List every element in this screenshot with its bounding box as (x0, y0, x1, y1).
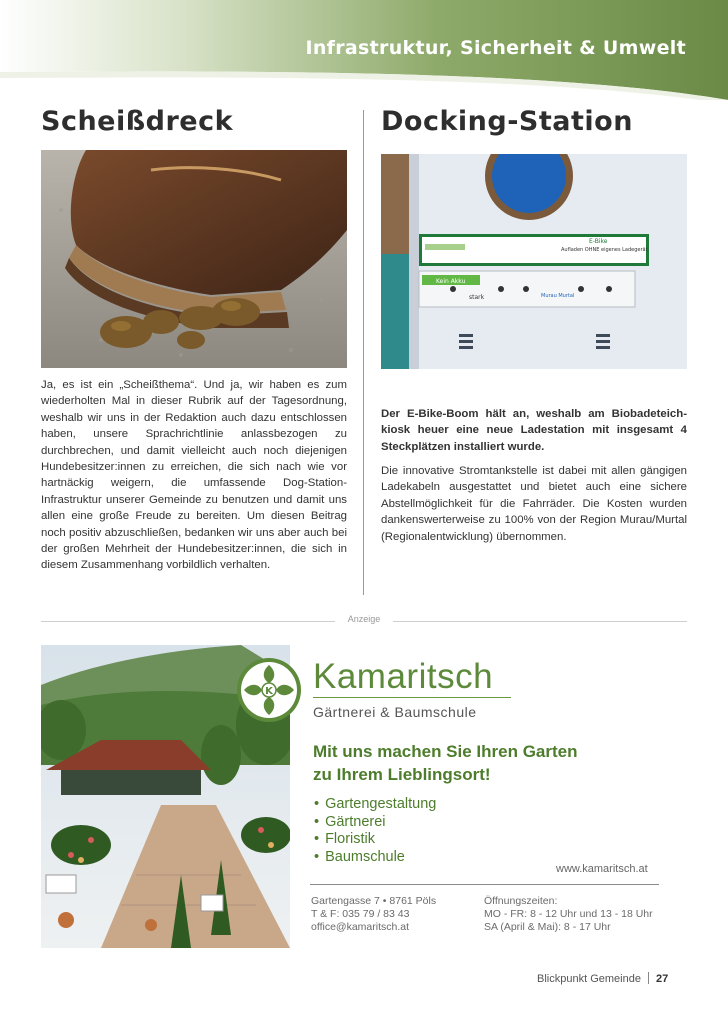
column-divider (363, 110, 364, 595)
charging-station-photo (381, 154, 687, 369)
contact-divider (310, 884, 659, 885)
section-title: Infrastruktur, Sicherheit & Umwelt (305, 37, 686, 59)
hours-saturday: SA (April & Mai): 8 - 17 Uhr (484, 921, 611, 933)
header-banner (0, 0, 728, 100)
panel-brand: Murau Murtal (541, 293, 575, 299)
service-item: • Floristik (314, 831, 436, 849)
logo-letter: K (265, 686, 273, 697)
shoe-poop-photo (41, 150, 347, 368)
page-footer (537, 972, 668, 985)
slogan-line-2: zu Ihrem Lieblingsort! (313, 765, 491, 784)
address: Gartengasse 7 • 8761 Pöls (311, 895, 437, 907)
brand-subtitle: Gärtnerei & Baumschule (313, 704, 477, 720)
service-item: • Baumschule (314, 849, 436, 867)
hours-title: Öffnungszeiten: (484, 895, 558, 907)
article-title-left: Scheißdreck (41, 106, 234, 137)
article-lead-right: Der E-Bike-Boom hält an, weshalb am Biobadeteich-kiosk heuer eine neue Ladestation mit insgesamt 4 Steckplätzen installiert wurde. (381, 408, 687, 453)
article-title-right: Docking-Station (381, 106, 633, 137)
hours-weekday: MO - FR: 8 - 12 Uhr und 13 - 18 Uhr (484, 908, 653, 920)
email-link[interactable]: office@kamaritsch.at (311, 921, 410, 933)
page-number: 27 (655, 973, 669, 985)
article-body-left: Ja, es ist ein „Scheißthema“. Und ja, wir haben es zum wiederholten Mal in dieser Rubrik auf der Tagesordnung, weshalb wir uns in der Redaktion auch dazu entschlossen haben, unsere Sprachrichtlinie anlassbezogen zu durchbrechen, und damit vielleicht auch noch diejenigen Hundebesitzer:innen zu erreichen, die sich nach wie vor hartnäckig weigern, die umfassende Dog-Station-Infrastruktur unserer Gemeinde zu benutzen und damit uns allen eine große Freude zu bereiten. Um diesen Beitrag noch positiv abzuschließen, bedanken wir uns aber auch bei der großen Mehrheit der Hundebesitzer:innen, die sich in diesem Zusammenhang vorbildlich verhalten. (41, 379, 347, 572)
sign-label-right: E-Bike (589, 238, 608, 245)
services-list (314, 796, 436, 866)
advert-divider-left (41, 621, 335, 622)
advert-divider-right (393, 621, 687, 622)
panel-label: Kein Akku (436, 278, 466, 285)
opening-hours (484, 895, 653, 934)
service-item: • Gartengestaltung (314, 796, 436, 814)
service-item: • Gärtnerei (314, 814, 436, 832)
kamaritsch-logo-icon (236, 657, 302, 723)
website-link[interactable]: www.kamaritsch.at (556, 863, 648, 875)
sign-text-right: Aufladen OHNE eigenes Ladegerät (561, 247, 648, 253)
brand-underline (313, 697, 511, 698)
publication-name: Blickpunkt Gemeinde (537, 973, 641, 985)
brand-name: Kamaritsch (313, 657, 494, 696)
footer-separator (648, 972, 649, 984)
advert-slogan (313, 740, 578, 786)
slogan-line-1: Mit uns machen Sie Ihren Garten (313, 742, 578, 761)
panel-label-2: stark (469, 294, 485, 301)
article-body-right: Die innovative Stromtankstelle ist dabei mit allen gängigen Ladekabeln ausgestattet und bietet auch eine sichere Abstellmöglichkeit für die Fahrräder. Die Kosten wurden dankenswerterweise zu 100% von der Region Murau/Murtal (Regionalentwicklung) übernommen. (381, 465, 687, 543)
advert-label: Anzeige (347, 614, 381, 624)
contact-block (311, 895, 436, 934)
phone: T & F: 035 79 / 83 43 (311, 908, 410, 920)
